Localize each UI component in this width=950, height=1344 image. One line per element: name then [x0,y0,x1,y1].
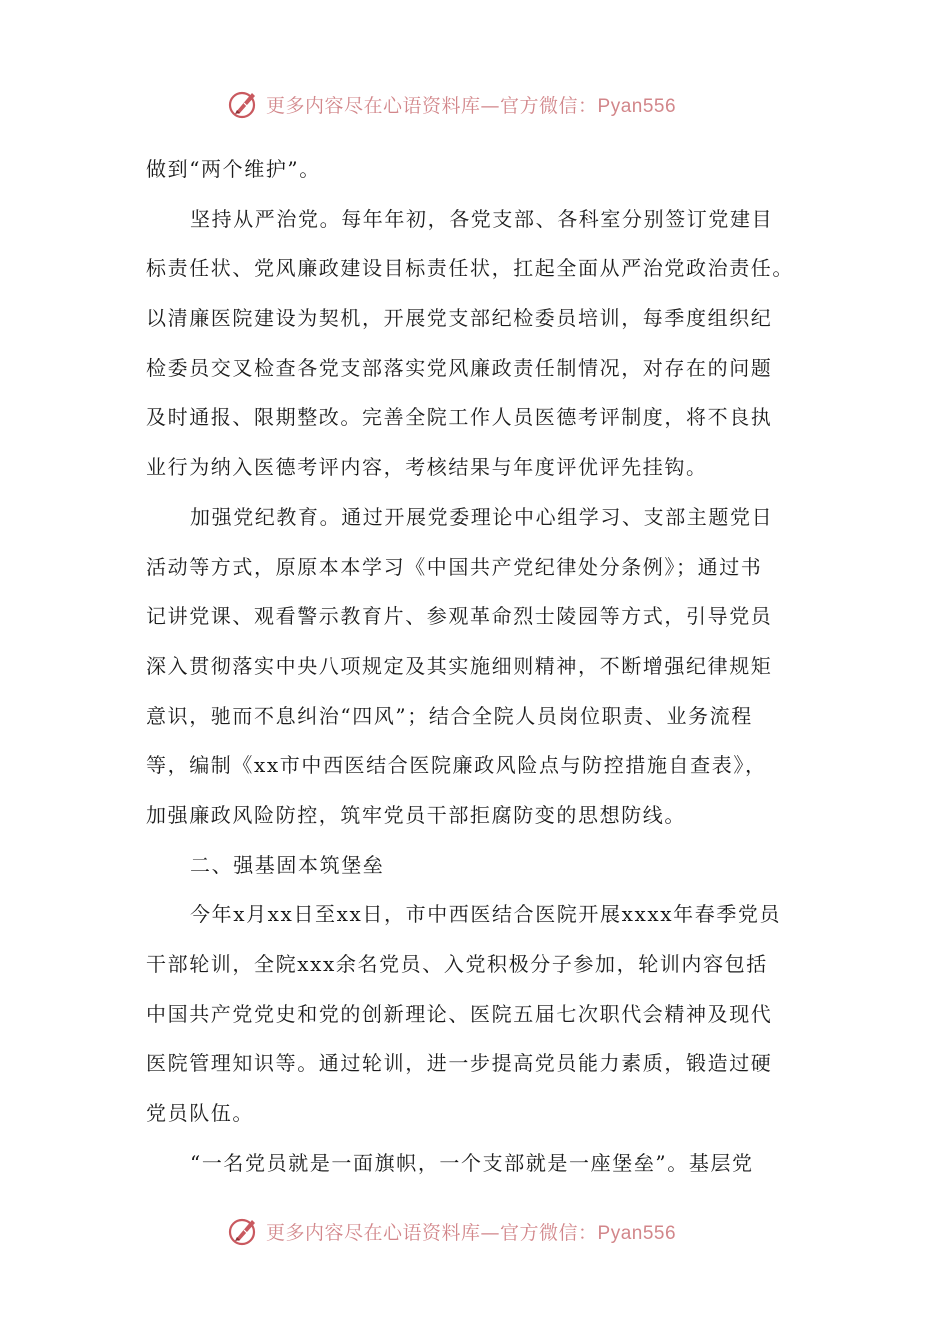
pen-nib-circle-icon [226,1214,260,1248]
text-line: 党员队伍。 [146,1101,254,1126]
text-line: 医院管理知识等。通过轮训，进一步提高党员能力素质，锻造过硬 [146,1051,773,1076]
watermark-text [266,1218,676,1245]
paragraph-start-line: 加强党纪教育。通过开展党委理论中心组学习、支部主题党日 [190,504,774,529]
document-body [146,145,816,1188]
watermark-label: 更多内容尽在心语资料库—官方微信： [266,94,598,117]
pen-nib-circle-icon [226,87,260,121]
text-line: 检委员交叉检查各党支部落实党风廉政责任制情况，对存在的问题 [146,355,773,380]
text-line: 干部轮训，全院xxx余名党员、入党积极分子参加，轮训内容包括 [146,952,768,976]
text-line: 活动等方式，原原本本学习《中国共产党纪律处分条例》；通过书 [146,554,763,579]
watermark-banner-bottom [226,1211,746,1251]
wechat-id: Pyan556 [597,1222,677,1244]
text-line: 深入贯彻落实中央八项规定及其实施细则精神，不断增强纪律规矩 [146,653,773,678]
text-line: 以清廉医院建设为契机，开展党支部纪检委员培训，每季度组织纪 [146,306,773,331]
text-line: 及时通报、限期整改。完善全院工作人员医德考评制度，将不良执 [146,405,773,430]
text-line: 业行为纳入医德考评内容，考核结果与年度评优评先挂钩。 [146,455,708,480]
wechat-id: Pyan556 [597,95,677,117]
watermark-text [266,91,676,118]
text-line: 中国共产党党史和党的创新理论、医院五届七次职代会精神及现代 [146,1001,773,1026]
section-heading: 二、强基固本筑堡垒 [190,852,385,877]
paragraph-start-line: “一名党员就是一面旗帜，一个支部就是一座堡垒”。基层党 [190,1150,754,1175]
watermark-banner-top [226,84,746,124]
text-line: 意识，驰而不息纠治“四风”；结合全院人员岗位职责、业务流程 [146,703,753,728]
watermark-label: 更多内容尽在心语资料库—官方微信： [266,1221,598,1244]
text-line: 记讲党课、观看警示教育片、参观革命烈士陵园等方式，引导党员 [146,604,773,629]
text-line: 加强廉政风险防控，筑牢党员干部拒腐防变的思想防线。 [146,802,686,827]
text-line: 标责任状、党风廉政建设目标责任状，扛起全面从严治党政治责任。 [146,256,794,281]
paragraph-start-line: 今年x月xx日至xx日，市中西医结合医院开展xxxx年春季党员 [190,902,782,927]
text-line: 等，编制《xx市中西医结合医院廉政风险点与防控措施自查表》， [146,753,767,778]
paragraph-start-line: 坚持从严治党。每年年初，各党支部、各科室分别签订党建目 [190,206,774,231]
text-line: 做到“两个维护”。 [146,157,321,181]
